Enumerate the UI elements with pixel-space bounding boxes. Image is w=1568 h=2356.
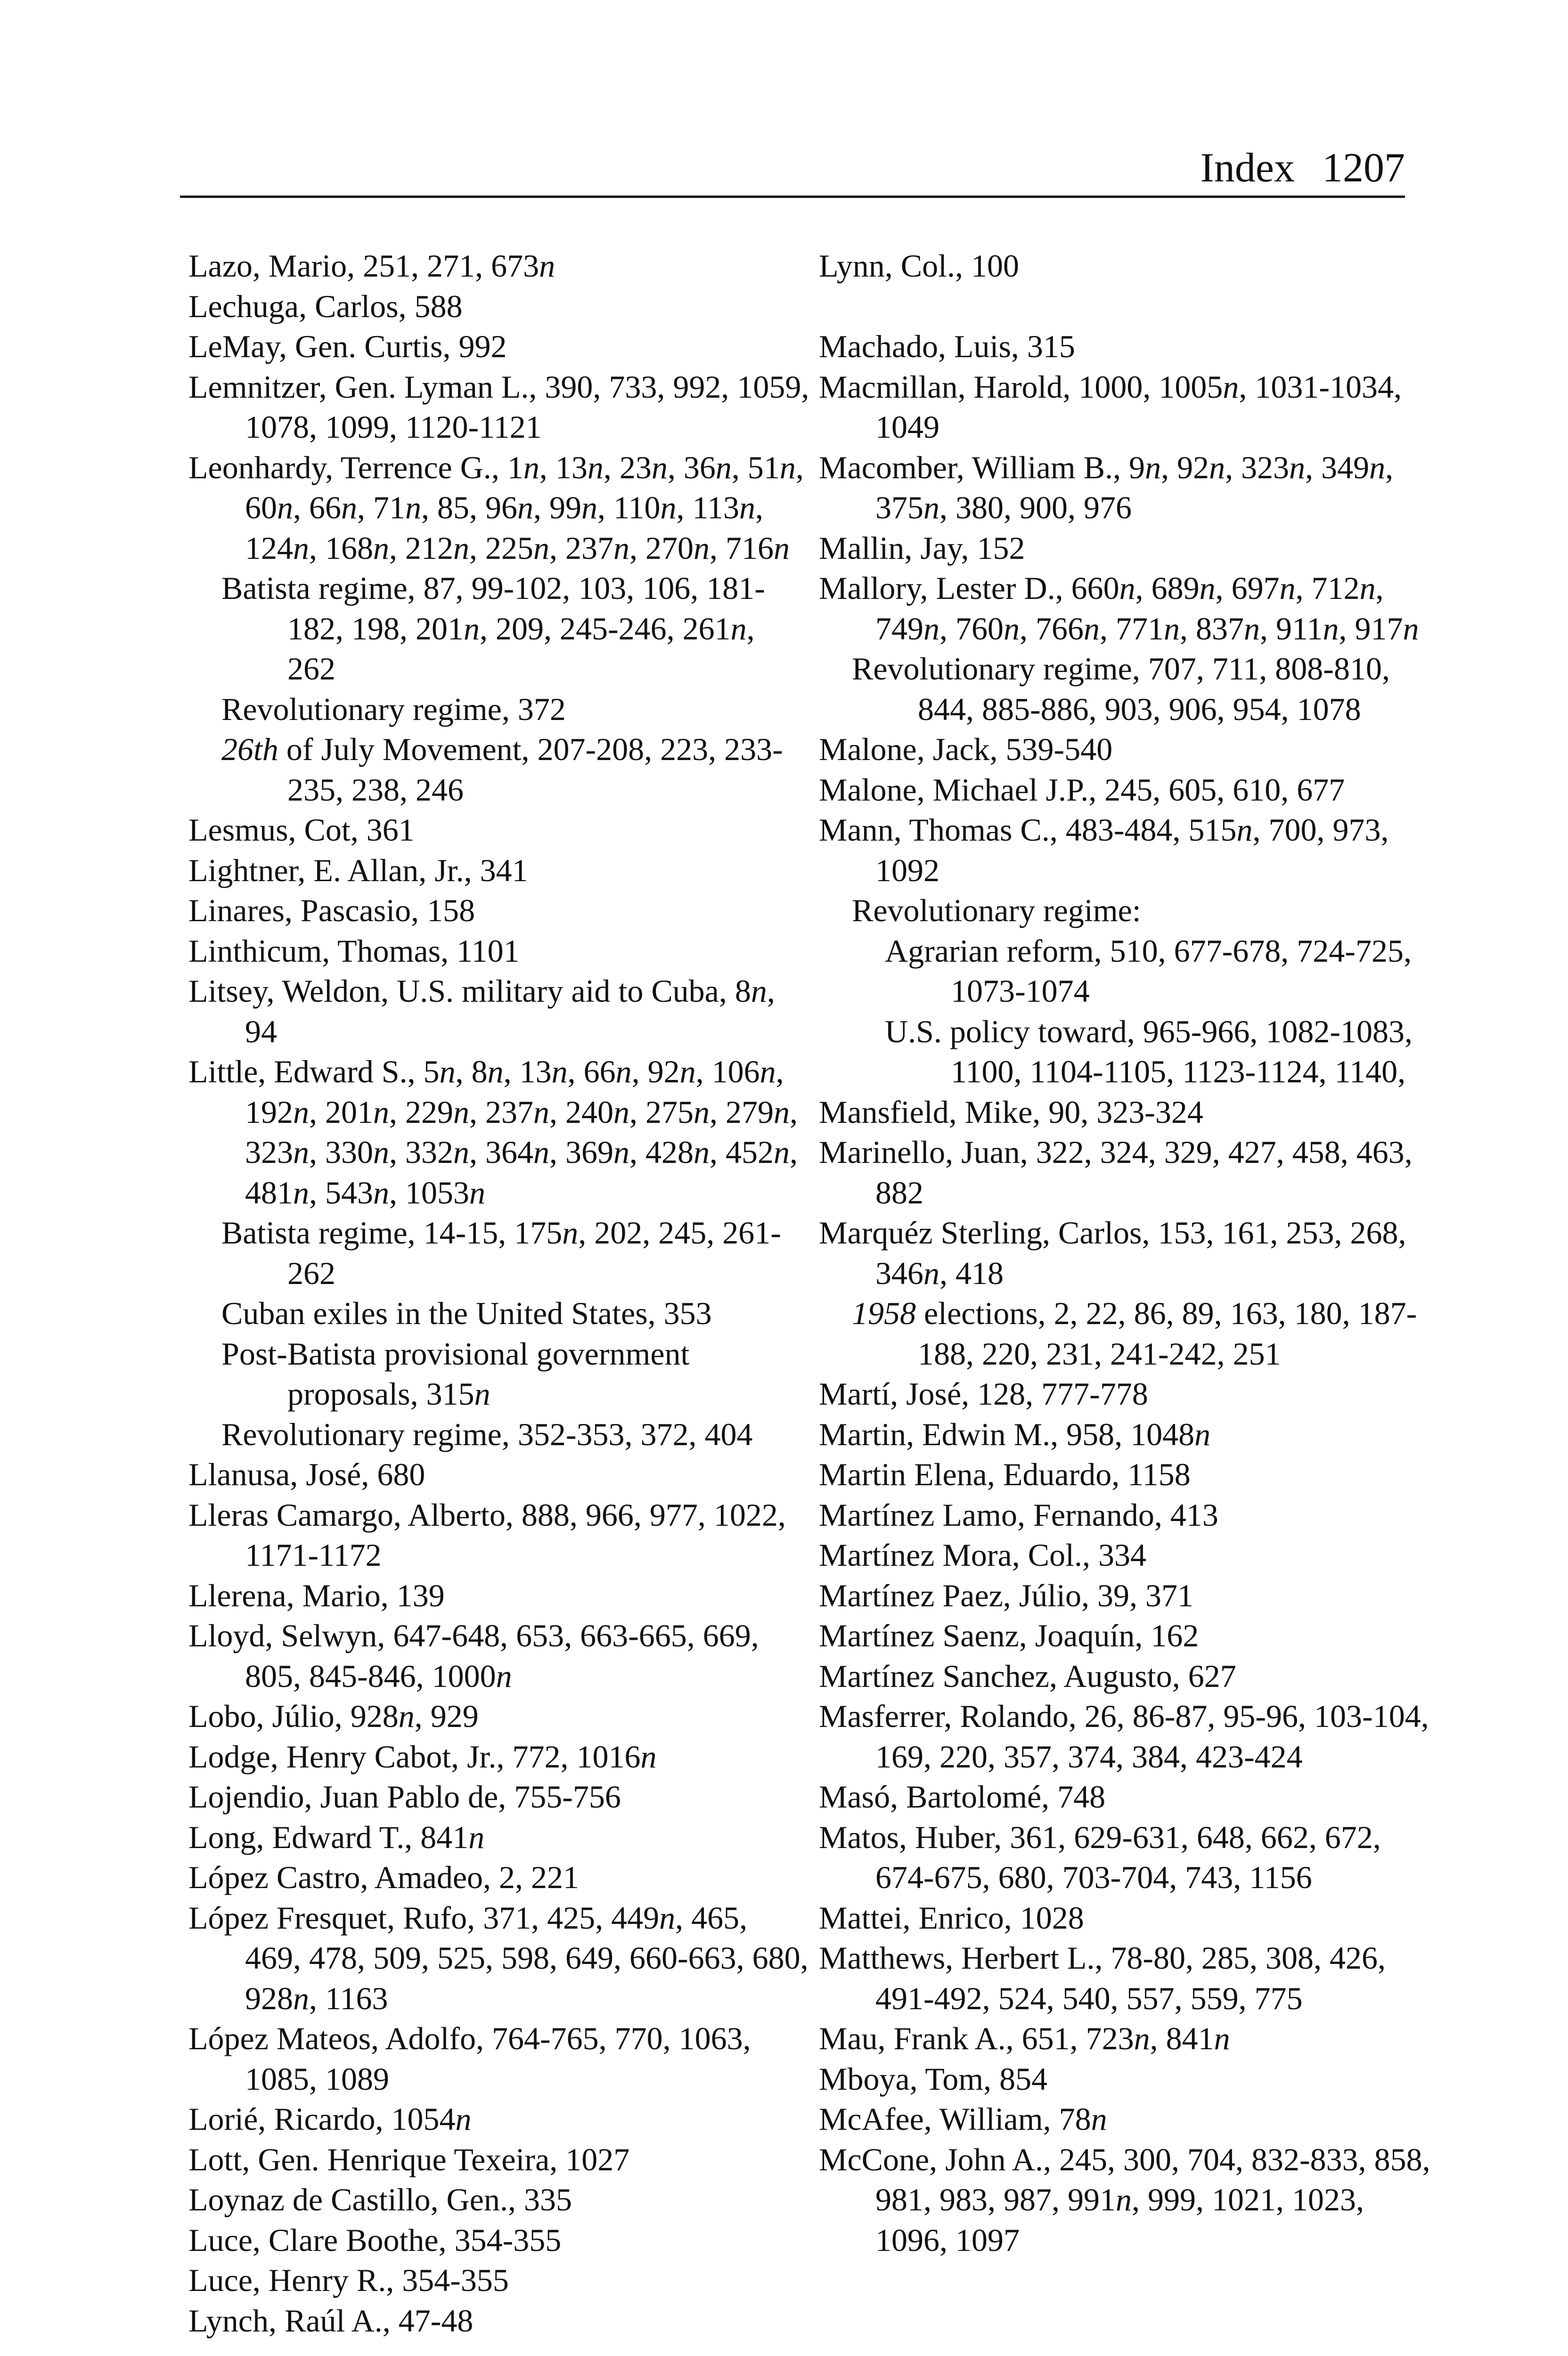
index-entry: Masferrer, Rolando, 26, 86-87, 95-96, 103-104, 169, 220, 357, 374, 384, 423-424 bbox=[819, 1698, 1429, 1775]
index-entry: McCone, John A., 245, 300, 704, 832-833, 858, 981, 983, 987, 991n, 999, 1021, 1023, 1096, 1097 bbox=[819, 2141, 1430, 2258]
index-subentry: 1958 elections, 2, 22, 86, 89, 163, 180, 187-188, 220, 231, 241-242, 251 bbox=[852, 1295, 1417, 1372]
index-column-right bbox=[819, 246, 1441, 2260]
index-entry: Lemnitzer, Gen. Lyman L., 390, 733, 992, 1059, 1078, 1099, 1120-1121 bbox=[188, 368, 809, 445]
index-entry: Mboya, Tom, 854 bbox=[819, 2061, 1048, 2097]
index-entry: Marquéz Sterling, Carlos, 153, 161, 253, 268, 346n, 418 bbox=[819, 1215, 1406, 1291]
index-entry: Loynaz de Castillo, Gen., 335 bbox=[188, 2182, 572, 2217]
running-head bbox=[180, 141, 1405, 198]
index-entry: Matthews, Herbert L., 78-80, 285, 308, 426, 491-492, 524, 540, 557, 559, 775 bbox=[819, 1940, 1386, 2016]
index-entry: Mann, Thomas C., 483-484, 515n, 700, 973, 1092 bbox=[819, 812, 1389, 888]
index-entry: Lorié, Ricardo, 1054n bbox=[188, 2101, 472, 2137]
index-subentry: Agrarian reform, 510, 677-678, 724-725, 1073-1074 bbox=[885, 933, 1412, 1009]
page-number: 1207 bbox=[1322, 145, 1405, 191]
index-letter-gap bbox=[819, 286, 1441, 327]
index-subentry: 26th of July Movement, 207-208, 223, 233-235, 238, 246 bbox=[221, 731, 783, 808]
index-subentry: Batista regime, 87, 99-102, 103, 106, 181-182, 198, 201n, 209, 245-246, 261n, 262 bbox=[221, 570, 765, 687]
index-entry: Macmillan, Harold, 1000, 1005n, 1031-1034, 1049 bbox=[819, 368, 1402, 445]
index-entry: Martínez Sanchez, Augusto, 627 bbox=[819, 1658, 1236, 1694]
index-entry: LeMay, Gen. Curtis, 992 bbox=[188, 328, 507, 364]
index-entry: Machado, Luis, 315 bbox=[819, 328, 1075, 364]
index-entry: McAfee, William, 78n bbox=[819, 2101, 1107, 2137]
index-entry: Linares, Pascasio, 158 bbox=[188, 892, 475, 928]
index-entry: Malone, Jack, 539-540 bbox=[819, 731, 1113, 767]
index-entry: Lodge, Henry Cabot, Jr., 772, 1016n bbox=[188, 1738, 657, 1775]
index-entry: Lojendio, Juan Pablo de, 755-756 bbox=[188, 1779, 621, 1815]
index-entry: Mallory, Lester D., 660n, 689n, 697n, 712n, 749n, 760n, 766n, 771n, 837n, 911n, 917n bbox=[819, 570, 1419, 646]
index-entry: Mattei, Enrico, 1028 bbox=[819, 1899, 1084, 1936]
index-entry: Long, Edward T., 841n bbox=[188, 1819, 485, 1855]
index-subentry: U.S. policy toward, 965-966, 1082-1083, 1100, 1104-1105, 1123-1124, 1140, bbox=[885, 1013, 1413, 1089]
index-column-left bbox=[188, 246, 810, 2341]
index-entry: Lazo, Mario, 251, 271, 673n bbox=[188, 248, 555, 284]
index-entry: Lightner, E. Allan, Jr., 341 bbox=[188, 852, 528, 888]
index-entry: Martínez Mora, Col., 334 bbox=[819, 1537, 1146, 1573]
index-entry: Masó, Bartolomé, 748 bbox=[819, 1779, 1106, 1815]
index-entry: Martin, Edwin M., 958, 1048n bbox=[819, 1416, 1211, 1452]
index-entry: Mau, Frank A., 651, 723n, 841n bbox=[819, 2021, 1230, 2056]
index-entry: Llerena, Mario, 139 bbox=[188, 1577, 445, 1613]
index-entry: Lechuga, Carlos, 588 bbox=[188, 288, 463, 324]
index-subentry: Revolutionary regime, 372 bbox=[221, 691, 566, 727]
index-entry: Mansfield, Mike, 90, 323-324 bbox=[819, 1094, 1203, 1130]
index-entry: Leonhardy, Terrence G., 1n, 13n, 23n, 36n, 51n, 60n, 66n, 71n, 85, 96n, 99n, 110n, 113n, 124n, 168n, 212n, 225n, 237n, 270n, 716n bbox=[188, 449, 804, 566]
index-subentry: Revolutionary regime: bbox=[852, 892, 1141, 928]
index-entry: Lobo, Júlio, 928n, 929 bbox=[188, 1698, 479, 1734]
index-entry: Malone, Michael J.P., 245, 605, 610, 677 bbox=[819, 771, 1345, 808]
index-entry: Martí, José, 128, 777-778 bbox=[819, 1376, 1148, 1412]
index-entry: Martínez Paez, Júlio, 39, 371 bbox=[819, 1577, 1194, 1613]
running-head-title: Index bbox=[1200, 145, 1295, 191]
index-entry: Luce, Henry R., 354-355 bbox=[188, 2262, 509, 2298]
index-subentry: Batista regime, 14-15, 175n, 202, 245, 261-262 bbox=[221, 1215, 781, 1291]
index-subentry: Revolutionary regime, 707, 711, 808-810, 844, 885-886, 903, 906, 954, 1078 bbox=[852, 651, 1390, 727]
index-entry: Lesmus, Cot, 361 bbox=[188, 812, 415, 848]
index-subentry: Revolutionary regime, 352-353, 372, 404 bbox=[221, 1416, 753, 1452]
index-entry: Litsey, Weldon, U.S. military aid to Cuba, 8n, 94 bbox=[188, 973, 775, 1049]
index-entry: Lloyd, Selwyn, 647-648, 653, 663-665, 669, 805, 845-846, 1000n bbox=[188, 1618, 759, 1694]
index-entry: Lynch, Raúl A., 47-48 bbox=[188, 2302, 474, 2339]
index-entry: Macomber, William B., 9n, 92n, 323n, 349n, 375n, 380, 900, 976 bbox=[819, 449, 1394, 525]
index-entry: López Fresquet, Rufo, 371, 425, 449n, 465, 469, 478, 509, 525, 598, 649, 660-663, 680, 928n, 1163 bbox=[188, 1899, 808, 2016]
index-entry: Llanusa, José, 680 bbox=[188, 1456, 425, 1492]
index-entry: Martin Elena, Eduardo, 1158 bbox=[819, 1456, 1191, 1492]
index-entry: Matos, Huber, 361, 629-631, 648, 662, 672, 674-675, 680, 703-704, 743, 1156 bbox=[819, 1819, 1381, 1895]
index-entry: Martínez Saenz, Joaquín, 162 bbox=[819, 1618, 1199, 1653]
index-entry: Linthicum, Thomas, 1101 bbox=[188, 933, 520, 969]
index-subentry: Cuban exiles in the United States, 353 bbox=[221, 1295, 712, 1331]
index-entry: Lynn, Col., 100 bbox=[819, 248, 1020, 284]
index-entry: Luce, Clare Boothe, 354-355 bbox=[188, 2222, 562, 2258]
index-entry: Lott, Gen. Henrique Texeira, 1027 bbox=[188, 2141, 630, 2177]
index-entry: Lleras Camargo, Alberto, 888, 966, 977, 1022, 1171-1172 bbox=[188, 1497, 786, 1573]
index-entry: Little, Edward S., 5n, 8n, 13n, 66n, 92n, 106n, 192n, 201n, 229n, 237n, 240n, 275n, 279n, 323n, 330n, 332n, 364n, 369n, 428n, 452n, 481n, 543n, 1053n bbox=[188, 1054, 798, 1211]
index-entry: López Mateos, Adolfo, 764-765, 770, 1063, 1085, 1089 bbox=[188, 2021, 751, 2097]
index-entry: López Castro, Amadeo, 2, 221 bbox=[188, 1859, 580, 1895]
index-entry: Mallin, Jay, 152 bbox=[819, 530, 1025, 566]
index-entry: Martínez Lamo, Fernando, 413 bbox=[819, 1497, 1218, 1533]
index-subentry: Post-Batista provisional government proposals, 315n bbox=[221, 1335, 690, 1412]
index-entry: Marinello, Juan, 322, 324, 329, 427, 458, 463, 882 bbox=[819, 1134, 1413, 1211]
